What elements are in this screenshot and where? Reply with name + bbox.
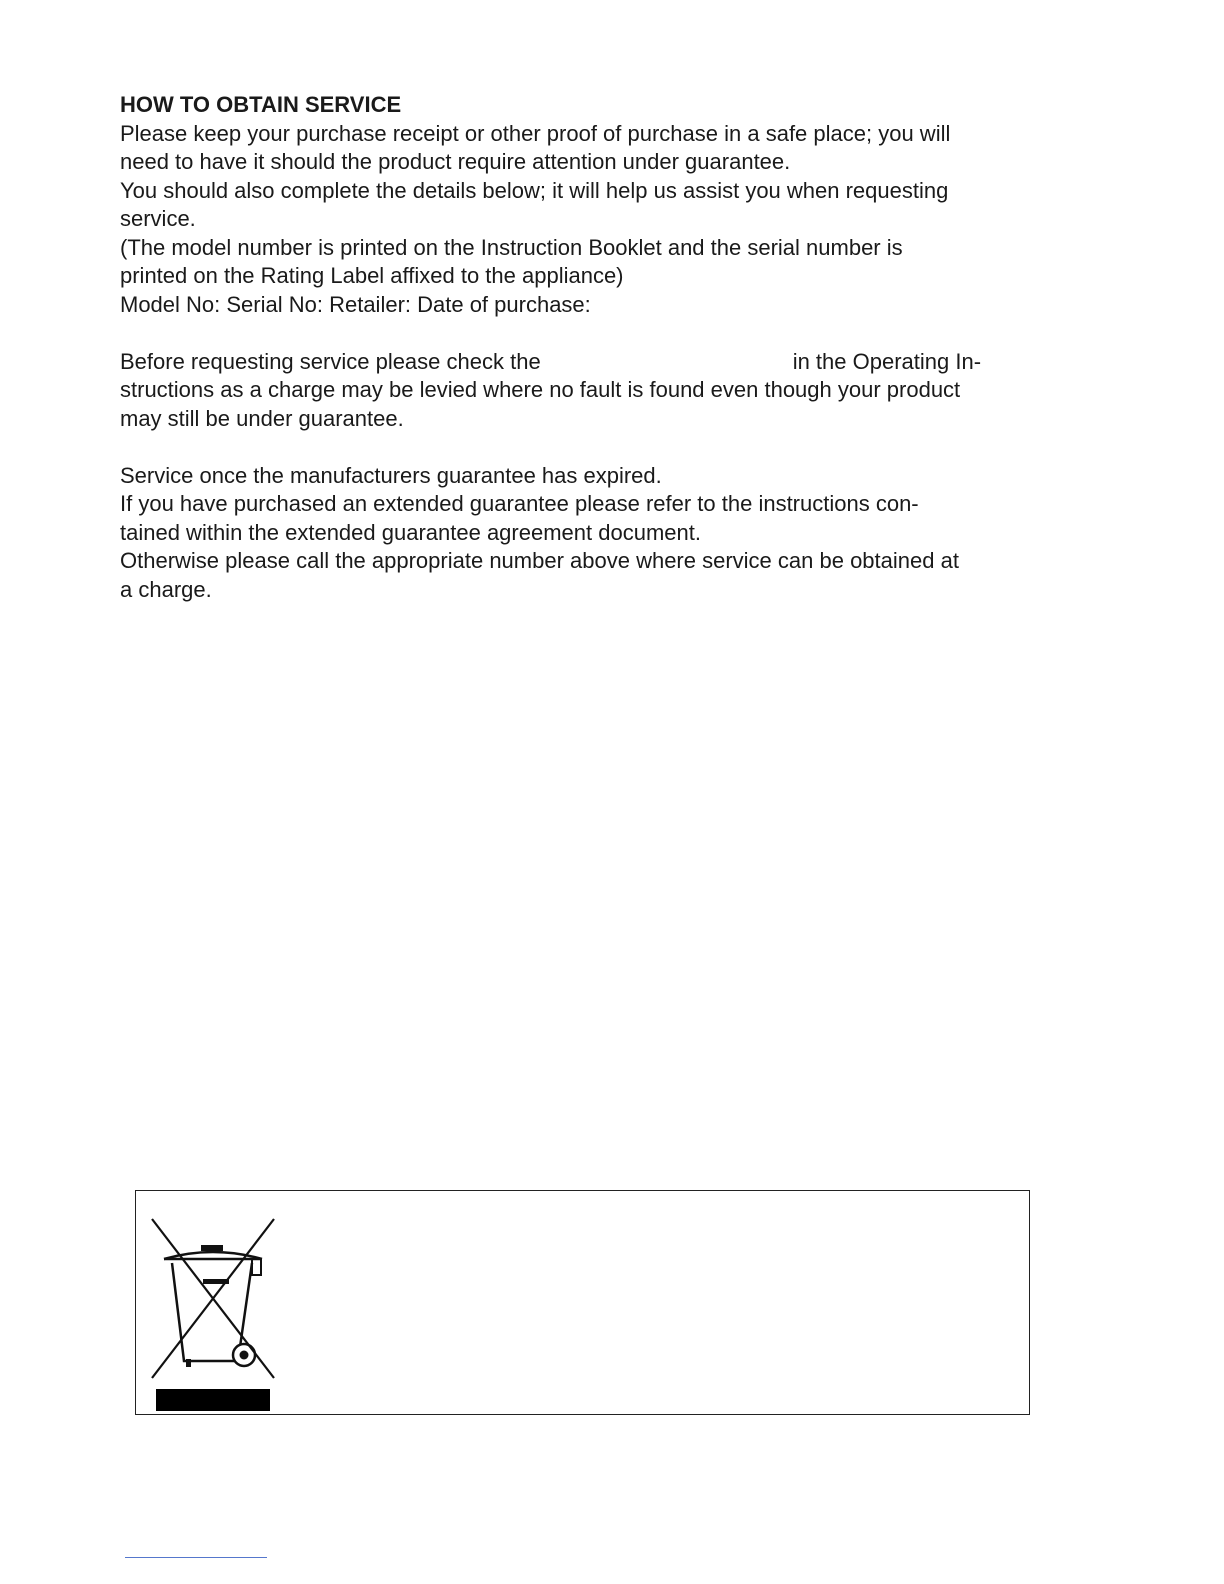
text-line: need to have it should the product require attention under guarantee. xyxy=(120,149,791,174)
check-after-text: in the Operating In- xyxy=(792,348,982,374)
footer-rule xyxy=(125,1557,267,1558)
details-fields-line: Model No: Serial No: Retailer: Date of purchase: xyxy=(120,291,591,317)
paragraph-gap xyxy=(120,319,1040,348)
service-section xyxy=(120,91,1040,604)
check-before-text: Before requesting service please check the xyxy=(120,348,541,374)
text-line: (The model number is printed on the Instruction Booklet and the serial number is xyxy=(120,234,903,260)
crossed-out-wheelie-bin-icon xyxy=(148,1213,278,1413)
text-line: Otherwise please call the appropriate number above where service can be obtained at xyxy=(120,548,959,573)
text-line: printed on the Rating Label affixed to the appliance) xyxy=(120,263,624,288)
paragraph-gap xyxy=(120,433,1040,462)
section-heading: HOW TO OBTAIN SERVICE xyxy=(120,92,402,117)
text-line: service. xyxy=(120,206,196,231)
text-line: a charge. xyxy=(120,576,212,602)
weee-notice-box xyxy=(135,1190,1030,1415)
text-line: structions as a charge may be levied where no fault is found even though your product xyxy=(120,377,961,402)
text-line: Please keep your purchase receipt or other proof of purchase in a safe place; you will xyxy=(120,120,951,146)
text-line: may still be under guarantee. xyxy=(120,405,404,431)
check-line xyxy=(120,348,1040,377)
text-line: tained within the extended guarantee agreement document. xyxy=(120,519,701,545)
text-line: Service once the manufacturers guarantee has expired. xyxy=(120,462,662,488)
text-line: You should also complete the details below; it will help us assist you when requesting xyxy=(120,177,949,203)
text-line: If you have purchased an extended guarantee please refer to the instructions con- xyxy=(120,491,919,516)
